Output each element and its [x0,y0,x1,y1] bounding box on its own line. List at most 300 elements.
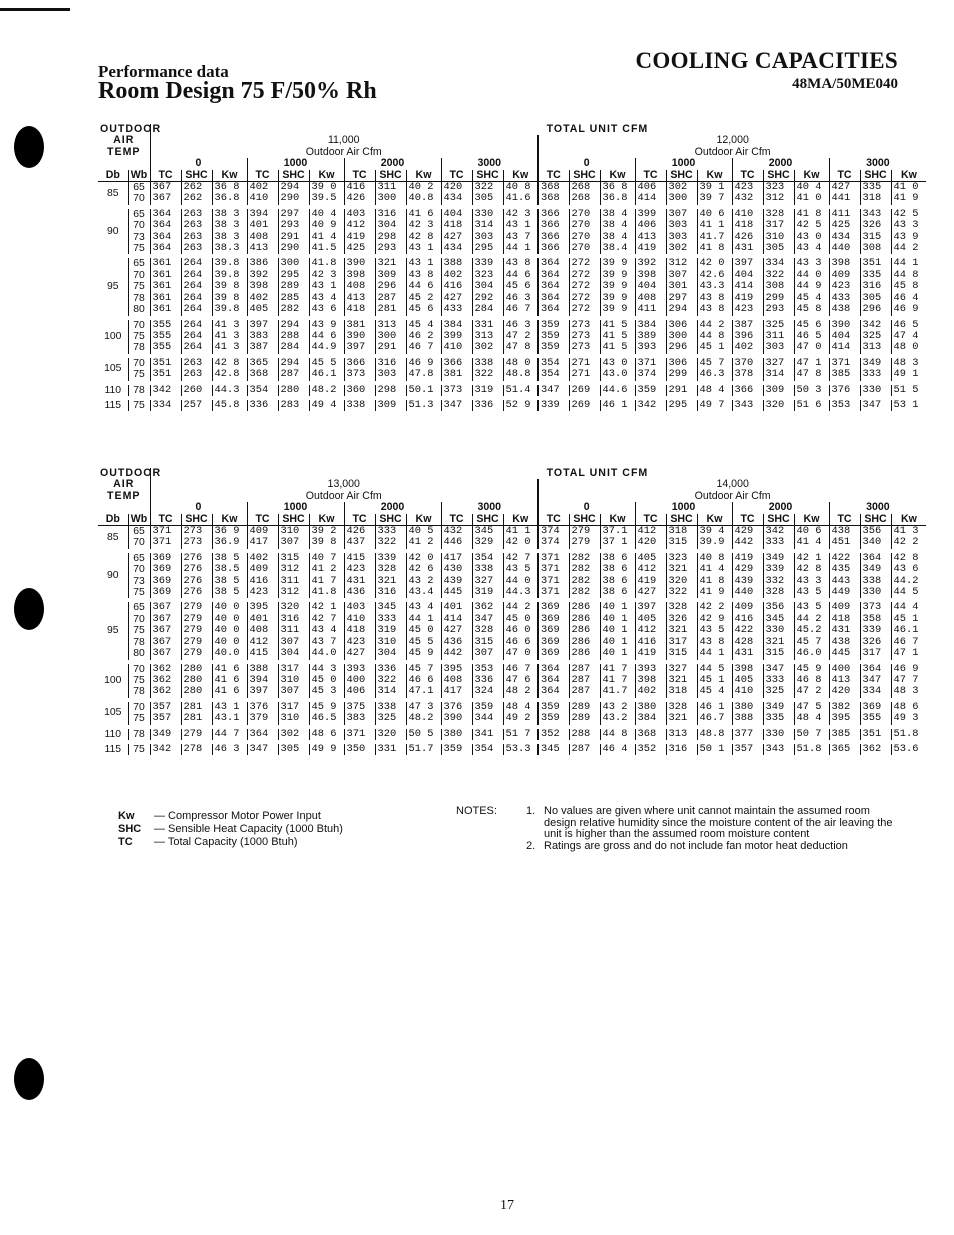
value-cell-tc: 361 [150,293,181,304]
binder-hole-icon [14,1058,44,1100]
value-cell-kw: 44 5 [891,587,926,600]
column-header-kw: Kw [600,170,635,182]
value-cell-tc: 364 [538,675,569,686]
value-cell-kw: 43 6 [891,564,926,575]
cfm-group-left: 13,000 [150,479,538,490]
value-cell-tc: 347 [247,742,278,755]
value-cell-kw: 45 4 [406,318,441,331]
value-cell-tc: 400 [344,675,375,686]
value-cell-kw: 47 3 [406,700,441,713]
value-cell-tc: 390 [441,713,472,726]
value-cell-tc: 406 [344,686,375,699]
value-cell-kw: 40 0 [212,625,247,636]
value-cell-shc: 299 [763,293,794,304]
value-cell-shc: 319 [375,625,406,636]
value-cell-tc: 399 [441,331,472,342]
value-cell-shc: 321 [666,713,697,726]
value-cell-kw: 44 6 [309,331,344,342]
outdoor-air-cfm-value: 3000 [441,158,538,169]
value-cell-shc: 282 [569,564,600,575]
outdoor-air-cfm-value: 0 [150,158,247,169]
value-cell-kw: 41.5 [309,243,344,256]
value-cell-shc: 273 [181,537,212,550]
value-cell-shc: 324 [472,686,503,699]
value-cell-shc: 347 [860,398,891,411]
value-cell-tc: 362 [150,662,181,675]
notes-label: NOTES: [456,805,497,817]
value-cell-shc: 272 [569,256,600,269]
value-cell-tc: 368 [538,193,569,206]
value-cell-kw: 39 7 [697,193,732,206]
value-cell-kw: 43 9 [891,232,926,243]
column-header-kw: Kw [891,514,926,526]
value-cell-tc: 366 [344,356,375,369]
value-cell-shc: 333 [860,369,891,382]
value-cell-tc: 359 [538,700,569,713]
value-cell-kw: 53 1 [891,398,926,411]
value-cell-tc: 445 [441,587,472,600]
value-cell-kw: 44.3 [503,587,538,600]
value-cell-kw: 38 3 [212,220,247,231]
value-cell-kw: 47 2 [503,331,538,342]
value-cell-kw: 43.4 [406,587,441,600]
value-cell-tc: 423 [247,587,278,600]
value-cell-shc: 322 [472,369,503,382]
value-cell-kw: 48.2 [309,383,344,398]
value-cell-kw: 39 9 [600,293,635,304]
value-cell-tc: 395 [247,600,278,613]
value-cell-tc: 347 [441,398,472,411]
table-row [98,587,926,600]
value-cell-tc: 368 [635,727,666,742]
value-cell-shc: 260 [181,383,212,398]
value-cell-shc: 307 [278,537,309,550]
value-cell-tc: 427 [344,648,375,661]
value-cell-shc: 270 [569,232,600,243]
value-cell-shc: 298 [375,232,406,243]
value-cell-kw: 46 8 [794,675,829,686]
value-cell-tc: 431 [732,648,763,661]
value-cell-shc: 340 [860,537,891,550]
table-row [98,342,926,355]
column-header-kw: Kw [600,514,635,526]
value-cell-kw: 45 4 [794,293,829,304]
air-label: AIR [113,478,135,491]
value-cell-kw: 43 3 [794,256,829,269]
value-cell-tc: 414 [732,281,763,292]
value-cell-shc: 314 [763,369,794,382]
value-cell-tc: 369 [150,564,181,575]
column-header-kw: Kw [794,170,829,182]
value-cell-kw: 40 6 [794,526,829,538]
value-cell-tc: 419 [635,243,666,256]
value-cell-kw: 36 9 [212,526,247,538]
value-cell-tc: 431 [732,243,763,256]
outdoor-air-cfm-value: 0 [150,502,247,513]
value-cell-tc: 398 [247,281,278,292]
value-cell-shc: 322 [472,182,503,194]
value-cell-shc: 302 [666,243,697,256]
value-cell-kw: 41 0 [794,193,829,206]
value-cell-shc: 347 [472,614,503,625]
table-row [98,686,926,699]
value-cell-kw: 51.8 [794,742,829,755]
value-cell-tc: 369 [150,587,181,600]
value-cell-tc: 365 [247,356,278,369]
value-cell-shc: 279 [181,625,212,636]
value-cell-tc: 400 [829,662,860,675]
value-cell-kw: 47 2 [794,686,829,699]
table-row [98,700,926,713]
value-cell-kw: 39.8 [212,270,247,281]
value-cell-shc: 280 [181,686,212,699]
value-cell-shc: 362 [860,742,891,755]
value-cell-kw: 44 2 [503,600,538,613]
value-cell-kw: 49 1 [891,369,926,382]
value-cell-kw: 44.9 [309,342,344,355]
value-cell-shc: 302 [472,342,503,355]
value-cell-kw: 41 3 [212,318,247,331]
value-cell-shc: 272 [569,304,600,317]
value-cell-tc: 395 [441,662,472,675]
value-cell-tc: 374 [538,537,569,550]
value-cell-kw: 45 7 [794,637,829,648]
value-cell-shc: 307 [666,207,697,220]
value-cell-kw: 41 3 [891,526,926,538]
column-header-kw: Kw [794,514,829,526]
wb-temp-cell: 70 [128,537,150,550]
value-cell-tc: 418 [441,220,472,231]
value-cell-kw: 47 8 [794,369,829,382]
table-row [98,318,926,331]
value-cell-tc: 366 [538,232,569,243]
value-cell-shc: 315 [860,232,891,243]
column-header-tc: TC [635,514,666,526]
value-cell-shc: 325 [375,713,406,726]
value-cell-tc: 366 [538,207,569,220]
value-cell-kw: 45 6 [503,281,538,292]
value-cell-tc: 357 [150,700,181,713]
value-cell-shc: 306 [666,318,697,331]
value-cell-shc: 328 [763,587,794,600]
value-cell-shc: 264 [181,342,212,355]
value-cell-shc: 322 [375,675,406,686]
value-cell-shc: 353 [472,662,503,675]
value-cell-kw: 44 8 [600,727,635,742]
value-cell-shc: 343 [860,207,891,220]
value-cell-tc: 397 [247,318,278,331]
value-cell-shc: 306 [666,356,697,369]
value-cell-kw: 40 1 [600,637,635,648]
value-cell-kw: 46 3 [212,742,247,755]
value-cell-shc: 281 [181,713,212,726]
value-cell-tc: 342 [150,383,181,398]
value-cell-kw: 41 6 [406,207,441,220]
value-cell-tc: 383 [344,713,375,726]
value-cell-kw: 51.7 [406,742,441,755]
value-cell-tc: 386 [247,256,278,269]
table-row [98,398,926,411]
value-cell-tc: 349 [150,727,181,742]
value-cell-shc: 333 [375,526,406,538]
value-cell-shc: 326 [860,637,891,648]
value-cell-tc: 352 [635,742,666,755]
value-cell-kw: 40 1 [600,614,635,625]
value-cell-shc: 289 [569,700,600,713]
value-cell-shc: 279 [181,614,212,625]
table-row [98,662,926,675]
value-cell-shc: 279 [181,637,212,648]
value-cell-tc: 426 [732,232,763,243]
value-cell-kw: 45 1 [891,614,926,625]
value-cell-shc: 318 [860,193,891,206]
value-cell-shc: 276 [181,564,212,575]
outdoor-air-cfm-value: 1000 [247,502,344,513]
value-cell-kw: 43.2 [600,713,635,726]
column-header-shc: SHC [472,170,503,182]
total-unit-cfm-header: TOTAL UNIT CFM [150,124,926,135]
value-cell-shc: 316 [278,614,309,625]
value-cell-kw: 41.7 [697,232,732,243]
value-cell-shc: 271 [569,356,600,369]
value-cell-kw: 41 5 [600,331,635,342]
value-cell-tc: 398 [344,270,375,281]
wb-temp-cell: 75 [128,369,150,382]
value-cell-shc: 300 [375,331,406,342]
value-cell-tc: 371 [344,727,375,742]
cooling-capacities-title: COOLING CAPACITIES [635,48,898,73]
value-cell-shc: 315 [278,551,309,564]
value-cell-tc: 354 [247,383,278,398]
value-cell-kw: 42 8 [794,564,829,575]
value-cell-kw: 43 4 [309,293,344,304]
temp-label: TEMP [107,145,141,158]
outdoor-label: OUTDOOR [100,467,162,479]
value-cell-shc: 303 [375,369,406,382]
column-header-shc: SHC [472,514,503,526]
value-cell-shc: 264 [181,318,212,331]
value-cell-shc: 327 [763,356,794,369]
value-cell-shc: 296 [666,342,697,355]
value-cell-tc: 409 [732,600,763,613]
value-cell-kw: 44 4 [891,600,926,613]
value-cell-shc: 326 [666,614,697,625]
value-cell-shc: 288 [569,727,600,742]
value-cell-kw: 38 5 [212,587,247,600]
value-cell-tc: 408 [247,625,278,636]
value-cell-kw: 42 1 [309,600,344,613]
value-cell-shc: 319 [472,383,503,398]
value-cell-kw: 44 1 [503,243,538,256]
value-cell-kw: 42 0 [503,537,538,550]
value-cell-tc: 414 [635,193,666,206]
value-cell-kw: 52 9 [503,398,538,411]
value-cell-shc: 284 [278,342,309,355]
value-cell-tc: 384 [635,318,666,331]
value-cell-shc: 314 [375,686,406,699]
table-row [98,742,926,755]
value-cell-kw: 38.5 [212,564,247,575]
value-cell-tc: 433 [829,293,860,304]
value-cell-kw: 47 1 [891,648,926,661]
value-cell-tc: 449 [829,587,860,600]
value-cell-kw: 44.2 [891,576,926,587]
value-cell-tc: 385 [829,369,860,382]
value-cell-tc: 359 [635,383,666,398]
value-cell-tc: 352 [538,727,569,742]
value-cell-tc: 364 [150,243,181,256]
value-cell-tc: 442 [732,537,763,550]
value-cell-kw: 48 6 [891,700,926,713]
value-cell-tc: 420 [829,686,860,699]
value-cell-tc: 380 [635,700,666,713]
value-cell-tc: 438 [829,526,860,538]
value-cell-kw: 40 9 [309,220,344,231]
model-number: 48MA/50ME040 [792,76,898,92]
value-cell-tc: 402 [732,342,763,355]
value-cell-shc: 264 [181,304,212,317]
value-cell-kw: 49 7 [697,398,732,411]
value-cell-shc: 294 [278,318,309,331]
column-header-kw: Kw [697,170,732,182]
column-header-kw: Kw [309,514,344,526]
value-cell-kw: 41 9 [891,193,926,206]
value-cell-shc: 310 [278,526,309,538]
value-cell-shc: 282 [569,587,600,600]
table-row [98,564,926,575]
value-cell-shc: 279 [569,537,600,550]
column-header-shc: SHC [375,514,406,526]
value-cell-tc: 364 [150,232,181,243]
value-cell-shc: 325 [860,331,891,342]
value-cell-kw: 45 0 [309,675,344,686]
value-cell-tc: 411 [829,207,860,220]
value-cell-shc: 322 [666,587,697,600]
value-cell-shc: 339 [472,256,503,269]
value-cell-kw: 43 1 [406,243,441,256]
value-cell-shc: 373 [860,600,891,613]
value-cell-kw: 44 6 [406,281,441,292]
value-cell-kw: 40 8 [697,551,732,564]
value-cell-shc: 313 [666,727,697,742]
value-cell-shc: 323 [763,182,794,194]
value-cell-tc: 418 [344,304,375,317]
value-cell-shc: 296 [860,304,891,317]
value-cell-tc: 371 [150,537,181,550]
value-cell-kw: 44 7 [212,727,247,742]
value-cell-tc: 396 [732,331,763,342]
value-cell-tc: 364 [538,256,569,269]
value-cell-kw: 39 9 [600,256,635,269]
value-cell-kw: 43 3 [891,220,926,231]
value-cell-shc: 313 [375,318,406,331]
value-cell-tc: 343 [732,398,763,411]
value-cell-shc: 315 [666,537,697,550]
value-cell-kw: 41 1 [697,220,732,231]
value-cell-shc: 354 [472,742,503,755]
value-cell-kw: 36.9 [212,537,247,550]
notes-section [456,806,906,852]
value-cell-shc: 287 [569,686,600,699]
value-cell-shc: 293 [375,243,406,256]
value-cell-shc: 349 [763,700,794,713]
value-cell-tc: 413 [344,293,375,304]
db-temp-cell: 105 [104,363,122,375]
value-cell-kw: 49 3 [891,713,926,726]
table-row [98,727,926,742]
wb-temp-cell: 80 [128,648,150,661]
value-cell-shc: 291 [666,383,697,398]
value-cell-tc: 371 [538,587,569,600]
value-cell-kw: 39.8 [212,304,247,317]
value-cell-kw: 47 5 [794,700,829,713]
value-cell-tc: 389 [635,331,666,342]
value-cell-shc: 286 [569,600,600,613]
db-header: Db [98,514,128,526]
value-cell-kw: 42 2 [697,600,732,613]
value-cell-shc: 270 [569,207,600,220]
value-cell-tc: 364 [538,281,569,292]
value-cell-shc: 286 [569,614,600,625]
value-cell-kw: 42 8 [406,232,441,243]
table-row [98,220,926,231]
value-cell-shc: 270 [569,243,600,256]
value-cell-tc: 367 [150,625,181,636]
cfm-group-left: 11,000 [150,135,538,146]
value-cell-tc: 336 [247,398,278,411]
value-cell-tc: 388 [732,713,763,726]
value-cell-shc: 356 [860,526,891,538]
value-cell-kw: 46 4 [600,742,635,755]
value-cell-shc: 272 [569,270,600,281]
temp-label: TEMP [107,489,141,502]
value-cell-kw: 45 1 [697,675,732,686]
value-cell-kw: 42 3 [406,220,441,231]
value-cell-tc: 423 [732,182,763,194]
value-cell-tc: 353 [829,398,860,411]
value-cell-tc: 401 [247,220,278,231]
value-cell-tc: 418 [829,614,860,625]
value-cell-shc: 279 [181,648,212,661]
value-cell-kw: 43 1 [503,220,538,231]
value-cell-shc: 359 [472,700,503,713]
value-cell-tc: 420 [635,537,666,550]
value-cell-shc: 304 [375,220,406,231]
value-cell-kw: 40 4 [309,207,344,220]
value-cell-shc: 317 [860,648,891,661]
value-cell-kw: 45 7 [406,662,441,675]
value-cell-kw: 48.8 [697,727,732,742]
value-cell-kw: 45 6 [406,304,441,317]
value-cell-shc: 300 [375,193,406,206]
value-cell-kw: 41 6 [212,662,247,675]
value-cell-tc: 371 [538,551,569,564]
value-cell-kw: 42 5 [891,207,926,220]
outdoor-air-cfm-value: 2000 [732,158,829,169]
value-cell-shc: 298 [375,383,406,398]
value-cell-tc: 419 [635,648,666,661]
value-cell-shc: 315 [666,648,697,661]
value-cell-tc: 433 [441,304,472,317]
value-cell-shc: 316 [375,356,406,369]
value-cell-kw: 38 5 [212,576,247,587]
value-cell-tc: 380 [441,727,472,742]
value-cell-shc: 287 [278,369,309,382]
wb-temp-cell: 65 [128,600,150,613]
value-cell-tc: 405 [732,675,763,686]
value-cell-shc: 330 [763,727,794,742]
value-cell-kw: 43 0 [794,232,829,243]
